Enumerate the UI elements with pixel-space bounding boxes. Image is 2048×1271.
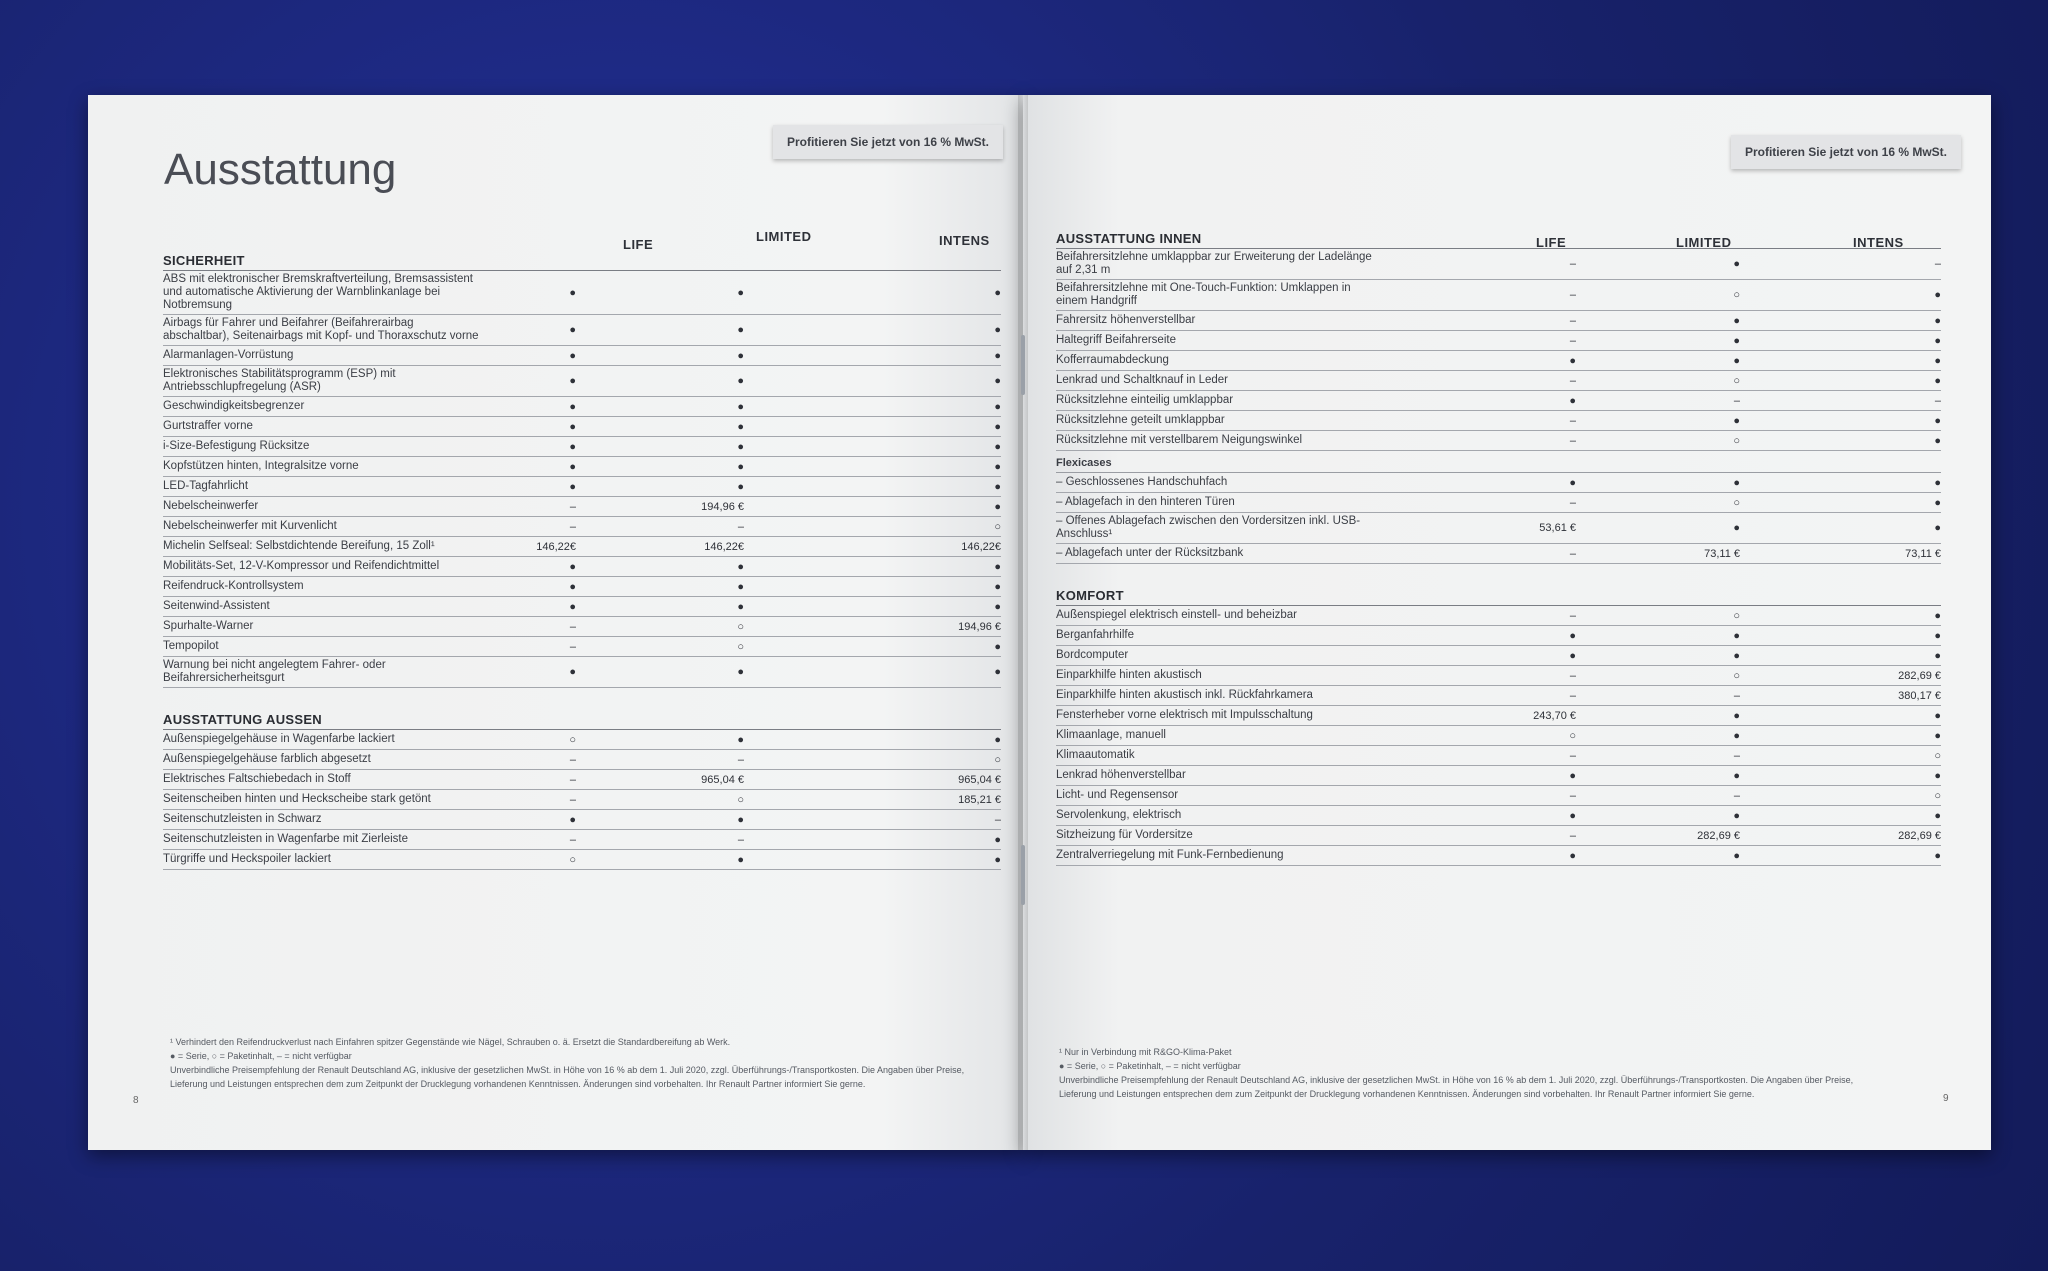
cell-limited: –	[1733, 689, 1740, 702]
table-row	[163, 597, 1001, 617]
cell-life: ●	[1569, 354, 1576, 367]
cell-limited: ●	[737, 480, 744, 493]
row-label: ABS mit elektronischer Bremskraftverteilung, Bremsassistent und automatische Aktivierung der Warnblinkanlage bei Notbremsung	[163, 273, 473, 311]
row-label: LED-Tagfahrlicht	[163, 480, 249, 492]
row-label: Geschwindigkeitsbegrenzer	[163, 400, 305, 412]
cell-limited: ○	[1733, 496, 1740, 509]
equipment-table-right	[1056, 231, 1941, 866]
cell-limited: ●	[737, 440, 744, 453]
cell-intens: ●	[1934, 709, 1941, 722]
table-row	[1056, 746, 1941, 766]
cell-life: 243,70 €	[1533, 709, 1576, 722]
cell-intens: ●	[994, 440, 1001, 453]
table-row	[1056, 331, 1941, 351]
row-label: Türgriffe und Heckspoiler lackiert	[163, 853, 331, 865]
cell-life: –	[1569, 374, 1576, 387]
table-row	[1056, 726, 1941, 746]
table-row	[1056, 544, 1941, 564]
column-header-intens: INTENS	[1853, 235, 1904, 250]
cell-intens: –	[1934, 258, 1941, 270]
row-label: Seitenschutzleisten in Schwarz	[163, 813, 322, 825]
column-header-life: LIFE	[1536, 235, 1567, 250]
cell-life: ●	[569, 666, 576, 678]
table-row	[1056, 666, 1941, 686]
table-row	[163, 497, 1001, 517]
cell-intens: ●	[1934, 354, 1941, 367]
cell-limited: ●	[737, 853, 744, 866]
cell-limited: ●	[1733, 709, 1740, 722]
cell-intens: 282,69 €	[1898, 829, 1941, 842]
cell-limited: ●	[1733, 476, 1740, 489]
cell-life: 146,22€	[536, 540, 576, 553]
cell-life: –	[1569, 609, 1576, 622]
cell-limited: ●	[737, 286, 744, 299]
cell-limited: 194,96 €	[701, 500, 744, 513]
row-label: – Geschlossenes Handschuhfach	[1056, 476, 1228, 488]
cell-life: ●	[1569, 394, 1576, 407]
cell-life: –	[1569, 669, 1576, 682]
row-label: Beifahrersitzlehne umklappbar zur Erweiterung der Ladelänge auf 2,31 m	[1056, 251, 1372, 276]
page-number-left: 8	[133, 1095, 139, 1106]
cell-limited: –	[737, 833, 744, 846]
cell-intens: ●	[1934, 374, 1941, 387]
row-label: Bordcomputer	[1056, 649, 1129, 661]
cell-limited: ●	[1733, 769, 1740, 782]
cell-limited: ●	[737, 580, 744, 593]
table-row	[163, 437, 1001, 457]
cell-limited: ●	[737, 733, 744, 746]
cell-intens: ○	[1934, 789, 1941, 802]
table-row	[163, 637, 1001, 657]
footnotes-left	[170, 1035, 990, 1091]
row-label: Haltegriff Beifahrerseite	[1056, 334, 1176, 346]
cell-life: ●	[569, 375, 576, 387]
table-row	[1056, 371, 1941, 391]
table-row	[1056, 786, 1941, 806]
cell-limited: ●	[737, 375, 744, 387]
cell-life: ●	[569, 560, 576, 573]
cell-life: ●	[1569, 809, 1576, 822]
table-row	[163, 346, 1001, 366]
cell-limited: ●	[1733, 629, 1740, 642]
row-label: Klimaanlage, manuell	[1056, 729, 1166, 741]
cell-limited: ●	[1733, 314, 1740, 327]
cell-life: –	[569, 640, 576, 653]
cell-life: ●	[569, 480, 576, 493]
cell-life: ●	[1569, 849, 1576, 862]
cell-life: –	[569, 793, 576, 806]
cell-intens: ●	[994, 560, 1001, 573]
cell-life: –	[569, 753, 576, 766]
staple-bottom	[1021, 845, 1025, 905]
table-row	[163, 537, 1001, 557]
book-spine	[1018, 95, 1028, 1150]
vat-badge: Profitieren Sie jetzt von 16 % MwSt.	[773, 125, 1003, 159]
cell-intens: ●	[994, 640, 1001, 653]
table-row	[1056, 806, 1941, 826]
row-label: Außenspiegelgehäuse farblich abgesetzt	[163, 753, 371, 765]
cell-limited: ●	[737, 349, 744, 362]
cell-limited: ●	[737, 324, 744, 336]
row-label: Fensterheber vorne elektrisch mit Impulsschaltung	[1056, 709, 1313, 721]
cell-life: –	[1569, 496, 1576, 509]
footnotes-right	[1059, 1045, 1959, 1101]
cell-intens: ●	[1934, 314, 1941, 327]
row-label: Elektrisches Faltschiebedach in Stoff	[163, 773, 351, 785]
row-label: Fahrersitz höhenverstellbar	[1056, 314, 1196, 326]
table-row	[1056, 846, 1941, 866]
cell-life: ●	[569, 420, 576, 433]
row-label: Nebelscheinwerfer mit Kurvenlicht	[163, 520, 337, 532]
cell-limited: 146,22€	[704, 540, 744, 553]
cell-intens: 146,22€	[961, 540, 1001, 553]
cell-intens: 965,04 €	[958, 773, 1001, 786]
table-row	[1056, 431, 1941, 451]
cell-intens: ●	[1934, 649, 1941, 662]
section-heading: AUSSTATTUNG INNEN	[1056, 231, 1941, 249]
row-label: Sitzheizung für Vordersitze	[1056, 829, 1193, 841]
table-row	[1056, 473, 1941, 493]
table-row	[1056, 826, 1941, 846]
table-row	[163, 850, 1001, 870]
cell-limited: ●	[1733, 522, 1740, 534]
row-label: Zentralverriegelung mit Funk-Fernbedienung	[1056, 849, 1284, 861]
cell-life: ●	[569, 600, 576, 613]
cell-limited: ○	[1733, 374, 1740, 387]
cell-limited: –	[737, 753, 744, 766]
row-label: Klimaautomatik	[1056, 749, 1135, 761]
cell-intens: –	[994, 813, 1001, 826]
cell-intens: 282,69 €	[1898, 669, 1941, 682]
row-label: Rücksitzlehne mit verstellbarem Neigungswinkel	[1056, 434, 1303, 446]
row-label: Seitenwind-Assistent	[163, 600, 270, 612]
cell-intens: ●	[994, 460, 1001, 473]
column-header-life: LIFE	[623, 237, 654, 252]
table-row	[1056, 311, 1941, 331]
row-label: Gurtstraffer vorne	[163, 420, 253, 432]
cell-limited: ●	[737, 560, 744, 573]
cell-limited: ○	[1733, 669, 1740, 682]
table-row	[163, 366, 1001, 397]
cell-life: ○	[569, 733, 576, 746]
cell-life: –	[1569, 547, 1576, 560]
table-row	[1056, 626, 1941, 646]
row-label: Einparkhilfe hinten akustisch	[1056, 669, 1202, 681]
table-row	[163, 557, 1001, 577]
cell-intens: ●	[1934, 769, 1941, 782]
row-label: Airbags für Fahrer und Beifahrer (Beifahrerairbag abschaltbar), Seitenairbags mit Kopf- und Thoraxschutz vorne	[163, 317, 479, 342]
cell-life: –	[1569, 434, 1576, 447]
staple-top	[1021, 335, 1025, 395]
cell-intens: ●	[994, 666, 1001, 678]
row-label: Außenspiegelgehäuse in Wagenfarbe lackiert	[163, 733, 395, 745]
cell-intens: 185,21 €	[958, 793, 1001, 806]
cell-intens: ●	[1934, 289, 1941, 301]
cell-life: –	[1569, 689, 1576, 702]
cell-life: –	[569, 620, 576, 633]
row-label: Nebelscheinwerfer	[163, 500, 259, 512]
cell-life: ●	[1569, 649, 1576, 662]
cell-limited: ●	[1733, 258, 1740, 270]
table-row	[1056, 391, 1941, 411]
cell-life: –	[1569, 289, 1576, 301]
cell-limited: ○	[1733, 289, 1740, 301]
table-row	[1056, 706, 1941, 726]
page-title: Ausstattung	[164, 145, 397, 194]
left-page	[88, 95, 1023, 1150]
row-label: Berganfahrhilfe	[1056, 629, 1134, 641]
cell-limited: 73,11 €	[1704, 547, 1740, 560]
cell-limited: ●	[737, 400, 744, 413]
cell-intens: ●	[1934, 522, 1941, 534]
cell-limited: –	[1733, 394, 1740, 407]
cell-life: –	[1569, 789, 1576, 802]
cell-intens: –	[1934, 394, 1941, 407]
cell-intens: ●	[1934, 809, 1941, 822]
cell-intens: ●	[994, 375, 1001, 387]
row-label: i-Size-Befestigung Rücksitze	[163, 440, 310, 452]
row-label: Spurhalte-Warner	[163, 620, 254, 632]
cell-intens: ●	[1934, 496, 1941, 509]
cell-intens: ●	[1934, 434, 1941, 447]
table-row	[1056, 411, 1941, 431]
cell-limited: 965,04 €	[701, 773, 744, 786]
cell-intens: ●	[994, 400, 1001, 413]
table-row	[1056, 280, 1941, 311]
row-label: – Offenes Ablagefach zwischen den Vordersitzen inkl. USB-Anschluss¹	[1056, 515, 1361, 540]
cell-limited: 282,69 €	[1697, 829, 1740, 842]
cell-intens: ●	[994, 324, 1001, 336]
footnote-line: ¹ Verhindert den Reifendruckverlust nach Einfahren spitzer Gegenstände wie Nägel, Schrauben o. ä. Ersetzt die Standardbereifung ab Werk.	[170, 1037, 731, 1047]
row-label: Licht- und Regensensor	[1056, 789, 1179, 801]
cell-intens: ●	[994, 349, 1001, 362]
cell-intens: ●	[1934, 414, 1941, 427]
cell-limited: ●	[1733, 414, 1740, 427]
cell-life: ●	[569, 580, 576, 593]
cell-life: –	[1569, 749, 1576, 762]
footnote-line: Unverbindliche Preisempfehlung der Renault Deutschland AG, inklusive der gesetzlichen MwSt. in Höhe von 16 % ab dem 1. Juli 2020, zzgl. Überführungs-/Transportkosten. Die Angaben über Preise,	[170, 1065, 965, 1075]
row-label: Seitenscheiben hinten und Heckscheibe stark getönt	[163, 793, 431, 805]
cell-life: 53,61 €	[1539, 522, 1576, 534]
row-label: Michelin Selfseal: Selbstdichtende Bereifung, 15 Zoll¹	[163, 540, 435, 552]
cell-limited: ●	[1733, 809, 1740, 822]
cell-life: –	[569, 833, 576, 846]
cell-limited: ●	[737, 600, 744, 613]
cell-limited: ○	[737, 793, 744, 806]
row-label: Rücksitzlehne geteilt umklappbar	[1056, 414, 1225, 426]
row-label: – Ablagefach unter der Rücksitzbank	[1056, 547, 1244, 559]
cell-intens: 380,17 €	[1898, 689, 1941, 702]
cell-life: ●	[569, 813, 576, 826]
cell-intens: ●	[994, 286, 1001, 299]
row-label: Reifendruck-Kontrollsystem	[163, 580, 304, 592]
table-row	[1056, 646, 1941, 666]
cell-life: –	[569, 520, 576, 533]
cell-life: ●	[569, 349, 576, 362]
table-row	[163, 657, 1001, 688]
cell-limited: ●	[1733, 334, 1740, 347]
vat-badge: Profitieren Sie jetzt von 16 % MwSt.	[1731, 135, 1961, 169]
cell-intens: 194,96 €	[958, 620, 1001, 633]
cell-life: ●	[1569, 476, 1576, 489]
cell-life: ●	[569, 286, 576, 299]
row-label: Außenspiegel elektrisch einstell- und beheizbar	[1056, 609, 1298, 621]
row-label: Tempopilot	[163, 640, 219, 652]
table-row	[163, 790, 1001, 810]
table-row	[163, 617, 1001, 637]
cell-life: ●	[569, 324, 576, 336]
row-label: – Ablagefach in den hinteren Türen	[1056, 496, 1235, 508]
table-row	[163, 770, 1001, 790]
row-label: Alarmanlagen-Vorrüstung	[163, 349, 294, 361]
cell-intens: ●	[1934, 729, 1941, 742]
row-label: Elektronisches Stabilitätsprogramm (ESP) mit Antriebsschlupfregelung (ASR)	[163, 368, 396, 393]
cell-life: ●	[1569, 769, 1576, 782]
page-number-right: 9	[1943, 1093, 1949, 1104]
section-spacer	[1056, 564, 1941, 588]
right-page	[1023, 95, 1991, 1150]
footnote-line: ● = Serie, ○ = Paketinhalt, – = nicht verfügbar	[1059, 1061, 1241, 1071]
cell-life: –	[1569, 334, 1576, 347]
cell-intens: ●	[994, 480, 1001, 493]
table-row	[163, 477, 1001, 497]
table-row	[163, 271, 1001, 315]
table-row	[163, 577, 1001, 597]
cell-limited: ○	[737, 620, 744, 633]
cell-limited: ○	[737, 640, 744, 653]
row-label: Servolenkung, elektrisch	[1056, 809, 1182, 821]
cell-limited: ○	[1733, 609, 1740, 622]
cell-life: –	[1569, 258, 1576, 270]
subsection-heading: Flexicases	[1056, 451, 1941, 473]
cell-intens: ●	[1934, 849, 1941, 862]
cell-intens: ●	[994, 420, 1001, 433]
cell-life: –	[1569, 314, 1576, 327]
table-row	[163, 830, 1001, 850]
row-label: Lenkrad und Schaltknauf in Leder	[1056, 374, 1228, 386]
table-row	[163, 457, 1001, 477]
cell-intens: ●	[1934, 334, 1941, 347]
cell-limited: ●	[737, 460, 744, 473]
cell-limited: ○	[1733, 434, 1740, 447]
cell-intens: ●	[1934, 476, 1941, 489]
cell-intens: ●	[994, 580, 1001, 593]
row-label: Kopfstützen hinten, Integralsitze vorne	[163, 460, 359, 472]
cell-life: –	[1569, 414, 1576, 427]
cell-intens: ○	[994, 520, 1001, 533]
row-label: Einparkhilfe hinten akustisch inkl. Rückfahrkamera	[1056, 689, 1313, 701]
row-label: Warnung bei nicht angelegtem Fahrer- oder Beifahrersicherheitsgurt	[163, 659, 386, 684]
column-header-limited: LIMITED	[756, 229, 812, 244]
cell-limited: ●	[1733, 849, 1740, 862]
cell-intens: ●	[1934, 609, 1941, 622]
table-row	[1056, 351, 1941, 371]
cell-intens: 73,11 €	[1905, 547, 1941, 560]
table-row	[163, 517, 1001, 537]
cell-limited: ●	[737, 813, 744, 826]
table-row	[163, 315, 1001, 346]
footnote-line: Lieferung und Leistungen entsprechen dem zum Zeitpunkt der Drucklegung vorhandenen Kenntnissen. Änderungen sind vorbehalten. Ihr Renault Partner informiert Sie gerne.	[1059, 1089, 1755, 1099]
cell-limited: ●	[1733, 354, 1740, 367]
cell-life: ●	[1569, 629, 1576, 642]
section-heading: KOMFORT	[1056, 588, 1941, 606]
table-row	[1056, 606, 1941, 626]
cell-intens: ○	[1934, 749, 1941, 762]
cell-limited: –	[1733, 749, 1740, 762]
cell-life: ○	[1569, 729, 1576, 742]
cell-intens: ●	[994, 853, 1001, 866]
cell-limited: –	[1733, 789, 1740, 802]
table-row	[163, 730, 1001, 750]
cell-life: ●	[569, 440, 576, 453]
table-row	[163, 417, 1001, 437]
section-spacer	[163, 688, 1001, 712]
row-label: Seitenschutzleisten in Wagenfarbe mit Zierleiste	[163, 833, 409, 845]
table-row	[1056, 249, 1941, 280]
column-header-limited: LIMITED	[1676, 235, 1732, 250]
footnote-line: ● = Serie, ○ = Paketinhalt, – = nicht verfügbar	[170, 1051, 352, 1061]
cell-life: ●	[569, 460, 576, 473]
cell-limited: ●	[1733, 729, 1740, 742]
table-row	[1056, 686, 1941, 706]
footnote-line: Unverbindliche Preisempfehlung der Renault Deutschland AG, inklusive der gesetzlichen MwSt. in Höhe von 16 % ab dem 1. Juli 2020, zzgl. Überführungs-/Transportkosten. Die Angaben über Preise,	[1059, 1075, 1854, 1085]
row-label: Mobilitäts-Set, 12-V-Kompressor und Reifendichtmittel	[163, 560, 440, 572]
row-label: Kofferraumabdeckung	[1056, 354, 1169, 366]
table-row	[163, 750, 1001, 770]
equipment-table-left	[163, 253, 1001, 870]
cell-intens: ●	[994, 600, 1001, 613]
cell-life: ●	[569, 400, 576, 413]
row-label: Lenkrad höhenverstellbar	[1056, 769, 1186, 781]
cell-life: –	[569, 773, 576, 786]
section-heading: SICHERHEIT	[163, 253, 1001, 271]
column-header-intens: INTENS	[939, 233, 990, 248]
cell-limited: ●	[737, 666, 744, 678]
footnote-line: ¹ Nur in Verbindung mit R&GO-Klima-Paket	[1059, 1047, 1232, 1057]
cell-limited: ●	[737, 420, 744, 433]
row-label: Beifahrersitzlehne mit One-Touch-Funktion: Umklappen in einem Handgriff	[1056, 282, 1351, 307]
row-label: Rücksitzlehne einteilig umklappbar	[1056, 394, 1234, 406]
table-row	[1056, 493, 1941, 513]
table-row	[163, 397, 1001, 417]
table-row	[163, 810, 1001, 830]
cell-intens: ●	[1934, 629, 1941, 642]
table-row	[1056, 766, 1941, 786]
cell-intens: ●	[994, 500, 1001, 513]
footnote-line: Lieferung und Leistungen entsprechen dem zum Zeitpunkt der Drucklegung vorhandenen Kenntnissen. Änderungen sind vorbehalten. Ihr Renault Partner informiert Sie gerne.	[170, 1079, 866, 1089]
section-heading: AUSSTATTUNG AUSSEN	[163, 712, 1001, 730]
cell-life: –	[569, 500, 576, 513]
cell-life: –	[1569, 829, 1576, 842]
table-row	[1056, 513, 1941, 544]
cell-limited: ●	[1733, 649, 1740, 662]
cell-life: ○	[569, 853, 576, 866]
cell-intens: ○	[994, 753, 1001, 766]
cell-intens: ●	[994, 833, 1001, 846]
cell-limited: –	[737, 520, 744, 533]
cell-intens: ●	[994, 733, 1001, 746]
